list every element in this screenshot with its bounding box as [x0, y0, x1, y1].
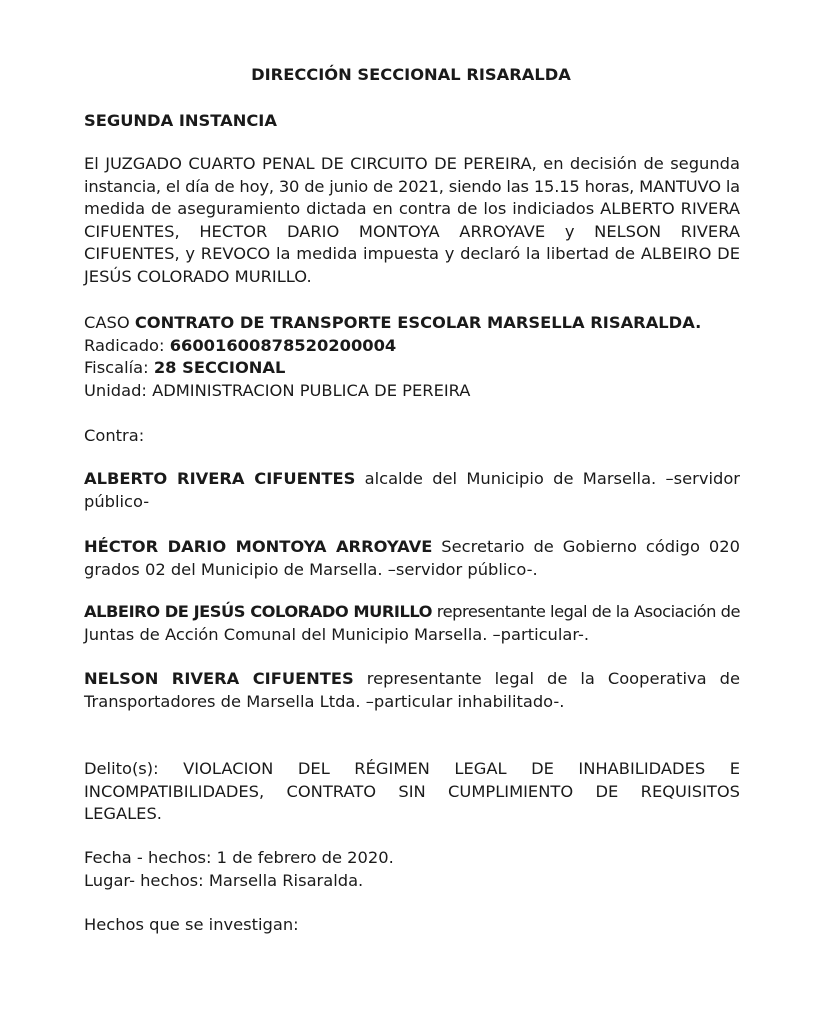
delitos-line: Delito(s): VIOLACION DEL RÉGIMEN LEGAL DE INHABILIDADES E: [84, 759, 740, 778]
caso-value: CONTRATO DE TRANSPORTE ESCOLAR MARSELLA RISARALDA.: [134, 313, 702, 332]
radicado-label: Radicado:: [84, 335, 170, 355]
case-details: [84, 312, 740, 402]
delitos-line: INCOMPATIBILIDADES, CONTRATO SIN CUMPLIMIENTO DE REQUISITOS: [84, 781, 740, 801]
defendant-role: alcalde del Municipio de Marsella. –servidor: [355, 469, 740, 488]
intro-paragraph: [84, 153, 740, 288]
defendant-line-2: Transportadores de Marsella Ltda. –particular inhabilitado-.: [84, 691, 565, 711]
fecha-hechos: Fecha - hechos: 1 de febrero de 2020.: [84, 848, 394, 867]
defendant-entry: [84, 468, 740, 513]
defendant-line-1: [84, 536, 740, 559]
radicado-value: 66001600878520200004: [169, 335, 397, 355]
fiscalia-label: Fiscalía:: [84, 358, 154, 377]
document-title: DIRECCIÓN SECCIONAL RISARALDA: [251, 65, 571, 84]
defendant-name: ALBEIRO DE JESÚS COLORADO MURILLO: [84, 602, 433, 621]
intro-line: JESÚS COLORADO MURILLO.: [84, 266, 312, 286]
defendant-line-1: [84, 468, 740, 491]
intro-line: El JUZGADO CUARTO PENAL DE CIRCUITO DE PEREIRA, en decisión de segunda: [84, 154, 740, 173]
delitos-paragraph: [84, 758, 740, 826]
defendant-line-1: [84, 668, 740, 691]
fiscalia-line: [84, 357, 740, 380]
intro-line: instancia, el día de hoy, 30 de junio de 2021, siendo las 15.15 horas, MANTUVO la: [84, 176, 740, 196]
caso-label: CASO: [84, 313, 135, 332]
section-heading: SEGUNDA INSTANCIA: [84, 111, 277, 130]
defendant-role: representante legal de la Cooperativa de: [353, 669, 740, 688]
defendant-role: Secretario de Gobierno código 020: [432, 537, 740, 556]
defendant-line-2: Juntas de Acción Comunal del Municipio Marsella. –particular-.: [84, 624, 590, 644]
defendant-name: ALBERTO RIVERA CIFUENTES: [84, 469, 356, 488]
intro-line: CIFUENTES, y REVOCO la medida impuesta y declaró la libertad de ALBEIRO DE: [84, 244, 740, 263]
defendant-line-1: [84, 601, 740, 624]
defendant-line-2: grados 02 del Municipio de Marsella. –servidor público-.: [84, 559, 538, 579]
defendant-name: HÉCTOR DARIO MONTOYA ARROYAVE: [84, 537, 433, 556]
hechos-details: [84, 847, 740, 892]
defendant-entry: [84, 668, 740, 713]
defendant-line-2: público-: [84, 491, 150, 511]
defendant-entry: [84, 536, 740, 581]
intro-line: medida de aseguramiento dictada en contra de los indiciados ALBERTO RIVERA: [84, 199, 740, 218]
hechos-label: Hechos que se investigan:: [84, 915, 299, 934]
contra-label: Contra:: [84, 426, 145, 445]
caso-line: [84, 312, 740, 335]
fiscalia-value: 28 SECCIONAL: [153, 358, 286, 377]
delitos-line: LEGALES.: [84, 804, 162, 823]
defendant-role: representante legal de la Asociación de: [432, 602, 741, 621]
lugar-hechos: Lugar- hechos: Marsella Risaralda.: [84, 870, 364, 890]
unidad-line: Unidad: ADMINISTRACION PUBLICA DE PEREIRA: [84, 380, 471, 400]
defendant-name: NELSON RIVERA CIFUENTES: [84, 669, 354, 688]
defendant-entry: [84, 601, 740, 646]
intro-line: CIFUENTES, HECTOR DARIO MONTOYA ARROYAVE y NELSON RIVERA: [84, 221, 740, 241]
radicado-line: [84, 335, 740, 358]
